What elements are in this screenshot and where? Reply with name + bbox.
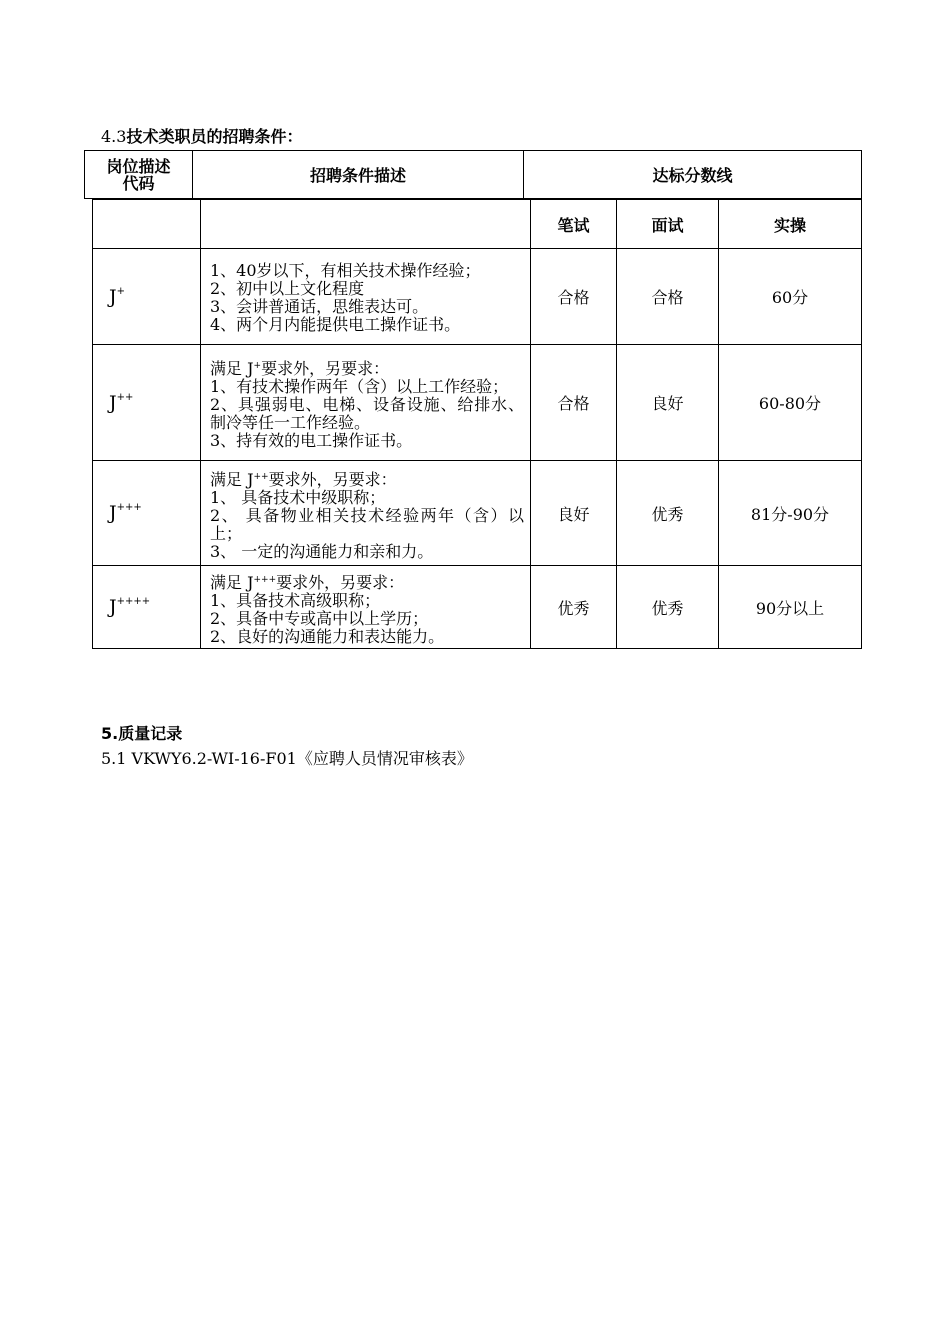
desc-prefix: 满足 J (210, 572, 254, 592)
desc-intro (210, 571, 524, 592)
row-written: 优秀 (531, 566, 617, 649)
code-sup: ++++ (116, 596, 151, 607)
row-description (201, 461, 531, 566)
desc-line: 2、初中以上文化程度 (210, 278, 365, 298)
desc-line: 1、有技术操作两年（含）以上工作经验； (210, 377, 509, 396)
desc-intro (210, 468, 524, 489)
desc-prefix: 满足 J (210, 359, 254, 378)
subheader-practical: 实操 (719, 200, 862, 249)
desc-prefix: 满足 J (210, 469, 254, 489)
desc-sup: +++ (253, 574, 277, 585)
desc-line: 2、 具备物业相关技术经验两年（含）以上； (210, 505, 524, 543)
row-interview: 优秀 (617, 566, 719, 649)
desc-sup: ++ (253, 471, 269, 482)
code-base: J (109, 391, 117, 414)
desc-line: 2、具强弱电、电梯、设备设施、给排水、制冷等任一工作经验。 (210, 395, 524, 432)
section-number: 4.3 (101, 127, 127, 146)
row-description (201, 566, 531, 649)
section-4-3-heading (101, 127, 302, 147)
section-5-heading: 5.质量记录 (101, 724, 183, 743)
row-interview: 优秀 (617, 461, 719, 566)
desc-intro (210, 357, 524, 378)
subheader-interview: 面试 (617, 200, 719, 249)
code-sup: +++ (116, 502, 142, 513)
header-score: 达标分数线 (524, 151, 862, 199)
desc-line: 1、 具备技术中级职称； (210, 487, 386, 507)
row-practical: 60-80分 (719, 345, 862, 461)
row-practical: 81分-90分 (719, 461, 862, 566)
row-description (201, 249, 531, 345)
desc-suffix: 要求外，另要求： (268, 469, 397, 489)
table-header (84, 150, 862, 199)
desc-sup: + (253, 361, 262, 371)
desc-line: 2、具备中专或高中以上学历； (210, 608, 429, 628)
header-code-line1: 岗位描述 (106, 156, 171, 176)
desc-line: 2、良好的沟通能力和表达能力。 (210, 626, 445, 646)
section-title: 技术类职员的招聘条件： (126, 127, 303, 146)
header-code (85, 151, 193, 199)
code-sup: + (116, 285, 126, 297)
table-row (93, 249, 862, 345)
subheader-row (93, 200, 862, 249)
row-practical: 60分 (719, 249, 862, 345)
header-description: 招聘条件描述 (193, 151, 524, 199)
header-code-line2: 代码 (122, 173, 155, 193)
desc-line: 3、会讲普通话，思维表达可。 (210, 296, 429, 316)
table-row (93, 461, 862, 566)
row-code (93, 566, 201, 649)
subheader-written: 笔试 (531, 200, 617, 249)
code-base: J (109, 285, 117, 308)
desc-suffix: 要求外，另要求： (276, 572, 405, 592)
row-written: 良好 (531, 461, 617, 566)
code-base: J (109, 596, 117, 618)
row-code (93, 461, 201, 566)
row-interview: 合格 (617, 249, 719, 345)
table-row (93, 566, 862, 649)
desc-line: 4、两个月内能提供电工操作证书。 (210, 314, 461, 334)
desc-line: 3、持有效的电工操作证书。 (210, 431, 413, 450)
quality-record-item: 5.1 VKWY6.2-WI-16-F01《应聘人员情况审核表》 (101, 749, 473, 768)
row-code (93, 249, 201, 345)
row-practical: 90分以上 (719, 566, 862, 649)
subheader-empty-code (93, 200, 201, 249)
code-sup: ++ (116, 391, 134, 403)
row-code (93, 345, 201, 461)
table-row (93, 345, 862, 461)
row-description (201, 345, 531, 461)
desc-line: 3、 一定的沟通能力和亲和力。 (210, 541, 434, 561)
row-interview: 良好 (617, 345, 719, 461)
requirements-table (92, 199, 862, 649)
code-base: J (109, 502, 117, 524)
subheader-empty-desc (201, 200, 531, 249)
desc-line: 1、具备技术高级职称； (210, 590, 381, 610)
desc-line: 1、40岁以下，有相关技术操作经验； (210, 260, 481, 280)
row-written: 合格 (531, 249, 617, 345)
row-written: 合格 (531, 345, 617, 461)
desc-suffix: 要求外，另要求： (261, 359, 390, 378)
